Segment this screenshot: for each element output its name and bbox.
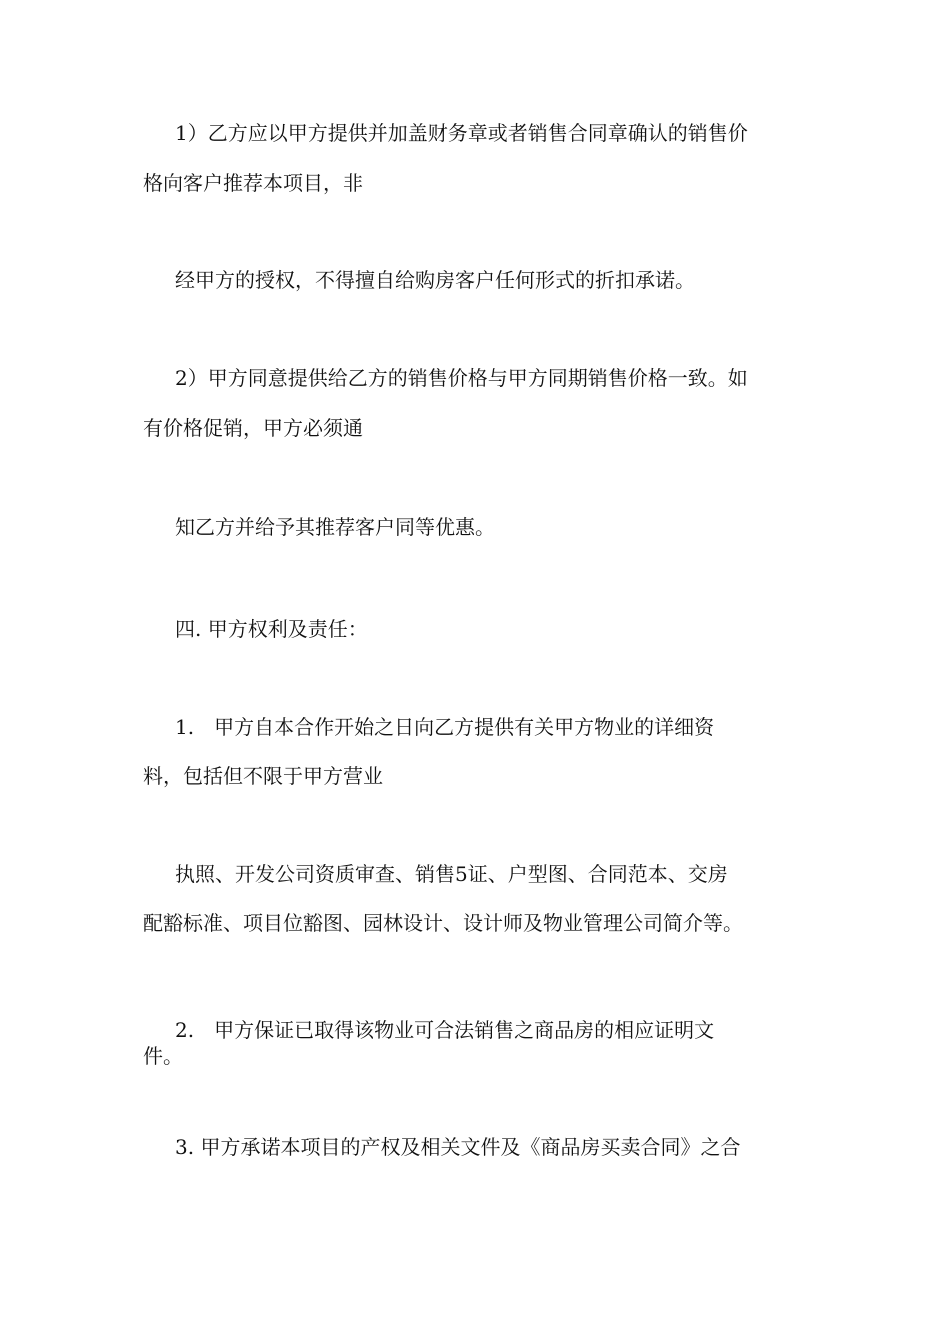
paragraph-line: 经甲方的授权，不得擅自给购房客户任何形式的折扣承诺。 (175, 268, 695, 292)
paragraph-line: 有价格促销，甲方必须通 (143, 416, 363, 440)
section-heading: 四. 甲方权利及责任： (175, 617, 368, 641)
paragraph-line: 1. 甲方自本合作开始之日向乙方提供有关甲方物业的详细资 (175, 715, 715, 739)
paragraph-line: 1）乙方应以甲方提供并加盖财务章或者销售合同章确认的销售价 (175, 121, 748, 145)
paragraph-line: 执照、开发公司资质审查、销售5证、户型图、合同范本、交房 (175, 862, 728, 886)
paragraph-line: 3. 甲方承诺本项目的产权及相关文件及《商品房买卖合同》之合 (175, 1135, 741, 1159)
paragraph-line: 2）甲方同意提供给乙方的销售价格与甲方同期销售价格一致。如 (175, 366, 748, 390)
paragraph-line: 知乙方并给予其推荐客户同等优惠。 (175, 515, 495, 539)
paragraph-line: 配豁标准、项目位豁图、园林设计、设计师及物业管理公司简介等。 (143, 911, 743, 935)
paragraph-line: 格向客户推荐本项目，非 (143, 171, 363, 195)
paragraph-line: 料，包括但不限于甲方营业 (143, 764, 383, 788)
paragraph-line: 件。 (143, 1044, 183, 1068)
paragraph-line: 2. 甲方保证已取得该物业可合法销售之商品房的相应证明文 (175, 1018, 715, 1042)
